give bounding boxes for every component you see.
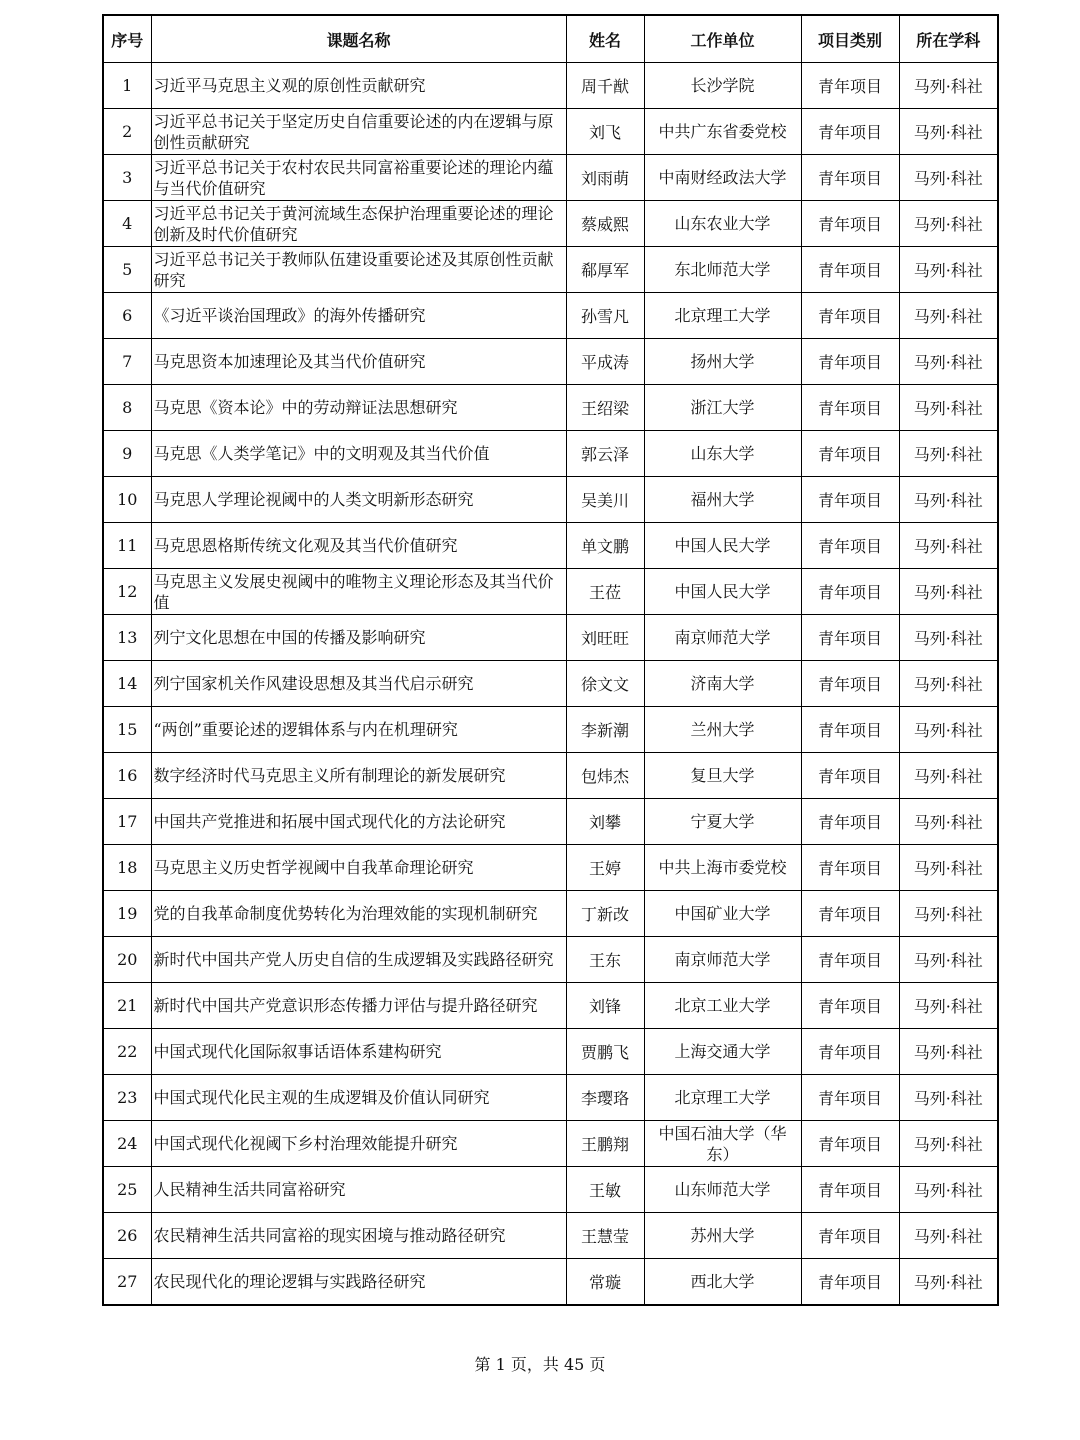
table-row: [103, 1259, 998, 1306]
project-category: 青年项目: [801, 1121, 899, 1167]
discipline: 马列·科社: [899, 109, 998, 155]
project-title: 习近平总书记关于黄河流域生态保护治理重要论述的理论创新及时代价值研究: [151, 201, 566, 247]
table-row: [103, 799, 998, 845]
project-category: 青年项目: [801, 339, 899, 385]
project-title: 党的自我革命制度优势转化为治理效能的实现机制研究: [151, 891, 566, 937]
project-category: 青年项目: [801, 1213, 899, 1259]
project-title: 习近平马克思主义观的原创性贡献研究: [151, 63, 566, 109]
work-unit: 南京师范大学: [644, 937, 801, 983]
project-title: 人民精神生活共同富裕研究: [151, 1167, 566, 1213]
row-index: 25: [103, 1167, 151, 1213]
row-index: 22: [103, 1029, 151, 1075]
project-title: 习近平总书记关于教师队伍建设重要论述及其原创性贡献研究: [151, 247, 566, 293]
project-title: 马克思《资本论》中的劳动辩证法思想研究: [151, 385, 566, 431]
table-row: [103, 569, 998, 615]
discipline: 马列·科社: [899, 845, 998, 891]
work-unit: 济南大学: [644, 661, 801, 707]
discipline: 马列·科社: [899, 523, 998, 569]
discipline: 马列·科社: [899, 385, 998, 431]
person-name: 李璎珞: [566, 1075, 644, 1121]
row-index: 20: [103, 937, 151, 983]
person-name: 王慧莹: [566, 1213, 644, 1259]
discipline: 马列·科社: [899, 1259, 998, 1306]
project-title: 马克思《人类学笔记》中的文明观及其当代价值: [151, 431, 566, 477]
table-row: [103, 1121, 998, 1167]
discipline: 马列·科社: [899, 431, 998, 477]
discipline: 马列·科社: [899, 477, 998, 523]
discipline: 马列·科社: [899, 937, 998, 983]
project-title: 马克思人学理论视阈中的人类文明新形态研究: [151, 477, 566, 523]
person-name: 徐文文: [566, 661, 644, 707]
person-name: 吴美川: [566, 477, 644, 523]
table-row: [103, 385, 998, 431]
project-category: 青年项目: [801, 431, 899, 477]
project-title: 《习近平谈治国理政》的海外传播研究: [151, 293, 566, 339]
project-title: 中国共产党推进和拓展中国式现代化的方法论研究: [151, 799, 566, 845]
header-row: [103, 15, 998, 63]
work-unit: 中国人民大学: [644, 523, 801, 569]
project-category: 青年项目: [801, 753, 899, 799]
row-index: 8: [103, 385, 151, 431]
person-name: 常璇: [566, 1259, 644, 1306]
header-category: 项目类别: [801, 15, 899, 63]
work-unit: 中国矿业大学: [644, 891, 801, 937]
person-name: 郭云泽: [566, 431, 644, 477]
table-row: [103, 1029, 998, 1075]
work-unit: 兰州大学: [644, 707, 801, 753]
project-title: 马克思主义发展史视阈中的唯物主义理论形态及其当代价值: [151, 569, 566, 615]
work-unit: 北京理工大学: [644, 1075, 801, 1121]
table-row: [103, 661, 998, 707]
work-unit: 山东师范大学: [644, 1167, 801, 1213]
table-row: [103, 1075, 998, 1121]
table-body: [103, 63, 998, 1306]
person-name: 刘雨萌: [566, 155, 644, 201]
project-category: 青年项目: [801, 523, 899, 569]
discipline: 马列·科社: [899, 339, 998, 385]
row-index: 1: [103, 63, 151, 109]
project-category: 青年项目: [801, 155, 899, 201]
work-unit: 苏州大学: [644, 1213, 801, 1259]
row-index: 26: [103, 1213, 151, 1259]
row-index: 16: [103, 753, 151, 799]
work-unit: 复旦大学: [644, 753, 801, 799]
person-name: 刘旺旺: [566, 615, 644, 661]
discipline: 马列·科社: [899, 707, 998, 753]
table-row: [103, 339, 998, 385]
project-category: 青年项目: [801, 63, 899, 109]
header-unit: 工作单位: [644, 15, 801, 63]
discipline: 马列·科社: [899, 155, 998, 201]
project-category: 青年项目: [801, 707, 899, 753]
header-index: 序号: [103, 15, 151, 63]
header-discipline: 所在学科: [899, 15, 998, 63]
table-row: [103, 247, 998, 293]
row-index: 6: [103, 293, 151, 339]
work-unit: 东北师范大学: [644, 247, 801, 293]
discipline: 马列·科社: [899, 1167, 998, 1213]
table-row: [103, 983, 998, 1029]
row-index: 12: [103, 569, 151, 615]
table-row: [103, 523, 998, 569]
row-index: 17: [103, 799, 151, 845]
person-name: 平成涛: [566, 339, 644, 385]
project-category: 青年项目: [801, 293, 899, 339]
table-row: [103, 293, 998, 339]
person-name: 郗厚军: [566, 247, 644, 293]
project-category: 青年项目: [801, 1259, 899, 1306]
row-index: 7: [103, 339, 151, 385]
work-unit: 扬州大学: [644, 339, 801, 385]
table-row: [103, 1167, 998, 1213]
project-category: 青年项目: [801, 983, 899, 1029]
page-footer: 第 1 页，共 45 页: [474, 1355, 606, 1374]
row-index: 27: [103, 1259, 151, 1306]
table-row: [103, 477, 998, 523]
person-name: 王婷: [566, 845, 644, 891]
project-title: 列宁文化思想在中国的传播及影响研究: [151, 615, 566, 661]
table-row: [103, 753, 998, 799]
person-name: 王鹏翔: [566, 1121, 644, 1167]
discipline: 马列·科社: [899, 891, 998, 937]
row-index: 18: [103, 845, 151, 891]
project-category: 青年项目: [801, 615, 899, 661]
row-index: 15: [103, 707, 151, 753]
person-name: 孙雪凡: [566, 293, 644, 339]
table-row: [103, 937, 998, 983]
row-index: 3: [103, 155, 151, 201]
project-table: [102, 14, 999, 1306]
person-name: 李新潮: [566, 707, 644, 753]
row-index: 9: [103, 431, 151, 477]
person-name: 刘飞: [566, 109, 644, 155]
work-unit: 浙江大学: [644, 385, 801, 431]
row-index: 23: [103, 1075, 151, 1121]
table-row: [103, 155, 998, 201]
row-index: 2: [103, 109, 151, 155]
project-title: 中国式现代化国际叙事话语体系建构研究: [151, 1029, 566, 1075]
row-index: 14: [103, 661, 151, 707]
discipline: 马列·科社: [899, 1121, 998, 1167]
project-title: 新时代中国共产党意识形态传播力评估与提升路径研究: [151, 983, 566, 1029]
discipline: 马列·科社: [899, 1029, 998, 1075]
work-unit: 宁夏大学: [644, 799, 801, 845]
table-row: [103, 201, 998, 247]
project-category: 青年项目: [801, 1075, 899, 1121]
person-name: 蔡威熙: [566, 201, 644, 247]
discipline: 马列·科社: [899, 615, 998, 661]
discipline: 马列·科社: [899, 1213, 998, 1259]
project-title: “两创”重要论述的逻辑体系与内在机理研究: [151, 707, 566, 753]
work-unit: 南京师范大学: [644, 615, 801, 661]
discipline: 马列·科社: [899, 753, 998, 799]
project-category: 青年项目: [801, 201, 899, 247]
project-title: 数字经济时代马克思主义所有制理论的新发展研究: [151, 753, 566, 799]
table-row: [103, 431, 998, 477]
project-category: 青年项目: [801, 799, 899, 845]
work-unit: 山东大学: [644, 431, 801, 477]
project-title: 列宁国家机关作风建设思想及其当代启示研究: [151, 661, 566, 707]
person-name: 刘锋: [566, 983, 644, 1029]
header-name: 姓名: [566, 15, 644, 63]
project-title: 农民精神生活共同富裕的现实困境与推动路径研究: [151, 1213, 566, 1259]
work-unit: 中共广东省委党校: [644, 109, 801, 155]
table-row: [103, 63, 998, 109]
project-category: 青年项目: [801, 661, 899, 707]
project-category: 青年项目: [801, 247, 899, 293]
person-name: 包炜杰: [566, 753, 644, 799]
discipline: 马列·科社: [899, 661, 998, 707]
project-category: 青年项目: [801, 1167, 899, 1213]
project-category: 青年项目: [801, 891, 899, 937]
person-name: 周千猷: [566, 63, 644, 109]
project-title: 新时代中国共产党人历史自信的生成逻辑及实践路径研究: [151, 937, 566, 983]
discipline: 马列·科社: [899, 201, 998, 247]
discipline: 马列·科社: [899, 569, 998, 615]
discipline: 马列·科社: [899, 247, 998, 293]
work-unit: 北京理工大学: [644, 293, 801, 339]
work-unit: 中南财经政法大学: [644, 155, 801, 201]
table-row: [103, 891, 998, 937]
work-unit: 中共上海市委党校: [644, 845, 801, 891]
project-title: 习近平总书记关于坚定历史自信重要论述的内在逻辑与原创性贡献研究: [151, 109, 566, 155]
work-unit: 长沙学院: [644, 63, 801, 109]
work-unit: 北京工业大学: [644, 983, 801, 1029]
row-index: 21: [103, 983, 151, 1029]
discipline: 马列·科社: [899, 799, 998, 845]
discipline: 马列·科社: [899, 63, 998, 109]
project-category: 青年项目: [801, 109, 899, 155]
project-title: 中国式现代化视阈下乡村治理效能提升研究: [151, 1121, 566, 1167]
row-index: 19: [103, 891, 151, 937]
person-name: 贾鹏飞: [566, 1029, 644, 1075]
row-index: 13: [103, 615, 151, 661]
work-unit: 福州大学: [644, 477, 801, 523]
person-name: 王东: [566, 937, 644, 983]
project-category: 青年项目: [801, 569, 899, 615]
discipline: 马列·科社: [899, 293, 998, 339]
row-index: 10: [103, 477, 151, 523]
project-category: 青年项目: [801, 937, 899, 983]
table-row: [103, 615, 998, 661]
row-index: 4: [103, 201, 151, 247]
work-unit: 上海交通大学: [644, 1029, 801, 1075]
project-title: 马克思主义历史哲学视阈中自我革命理论研究: [151, 845, 566, 891]
row-index: 5: [103, 247, 151, 293]
work-unit: 西北大学: [644, 1259, 801, 1306]
project-category: 青年项目: [801, 385, 899, 431]
project-title: 中国式现代化民主观的生成逻辑及价值认同研究: [151, 1075, 566, 1121]
table-row: [103, 707, 998, 753]
discipline: 马列·科社: [899, 1075, 998, 1121]
project-title: 习近平总书记关于农村农民共同富裕重要论述的理论内蕴与当代价值研究: [151, 155, 566, 201]
project-category: 青年项目: [801, 845, 899, 891]
table-row: [103, 109, 998, 155]
person-name: 王绍梁: [566, 385, 644, 431]
project-title: 马克思资本加速理论及其当代价值研究: [151, 339, 566, 385]
project-category: 青年项目: [801, 1029, 899, 1075]
project-category: 青年项目: [801, 477, 899, 523]
header-title: 课题名称: [151, 15, 566, 63]
person-name: 王莅: [566, 569, 644, 615]
discipline: 马列·科社: [899, 983, 998, 1029]
person-name: 王敏: [566, 1167, 644, 1213]
person-name: 单文鹏: [566, 523, 644, 569]
person-name: 丁新改: [566, 891, 644, 937]
row-index: 24: [103, 1121, 151, 1167]
project-title: 马克思恩格斯传统文化观及其当代价值研究: [151, 523, 566, 569]
work-unit: 山东农业大学: [644, 201, 801, 247]
project-title: 农民现代化的理论逻辑与实践路径研究: [151, 1259, 566, 1306]
row-index: 11: [103, 523, 151, 569]
work-unit: 中国人民大学: [644, 569, 801, 615]
table-row: [103, 1213, 998, 1259]
table-row: [103, 845, 998, 891]
person-name: 刘攀: [566, 799, 644, 845]
work-unit: 中国石油大学（华东）: [644, 1121, 801, 1167]
